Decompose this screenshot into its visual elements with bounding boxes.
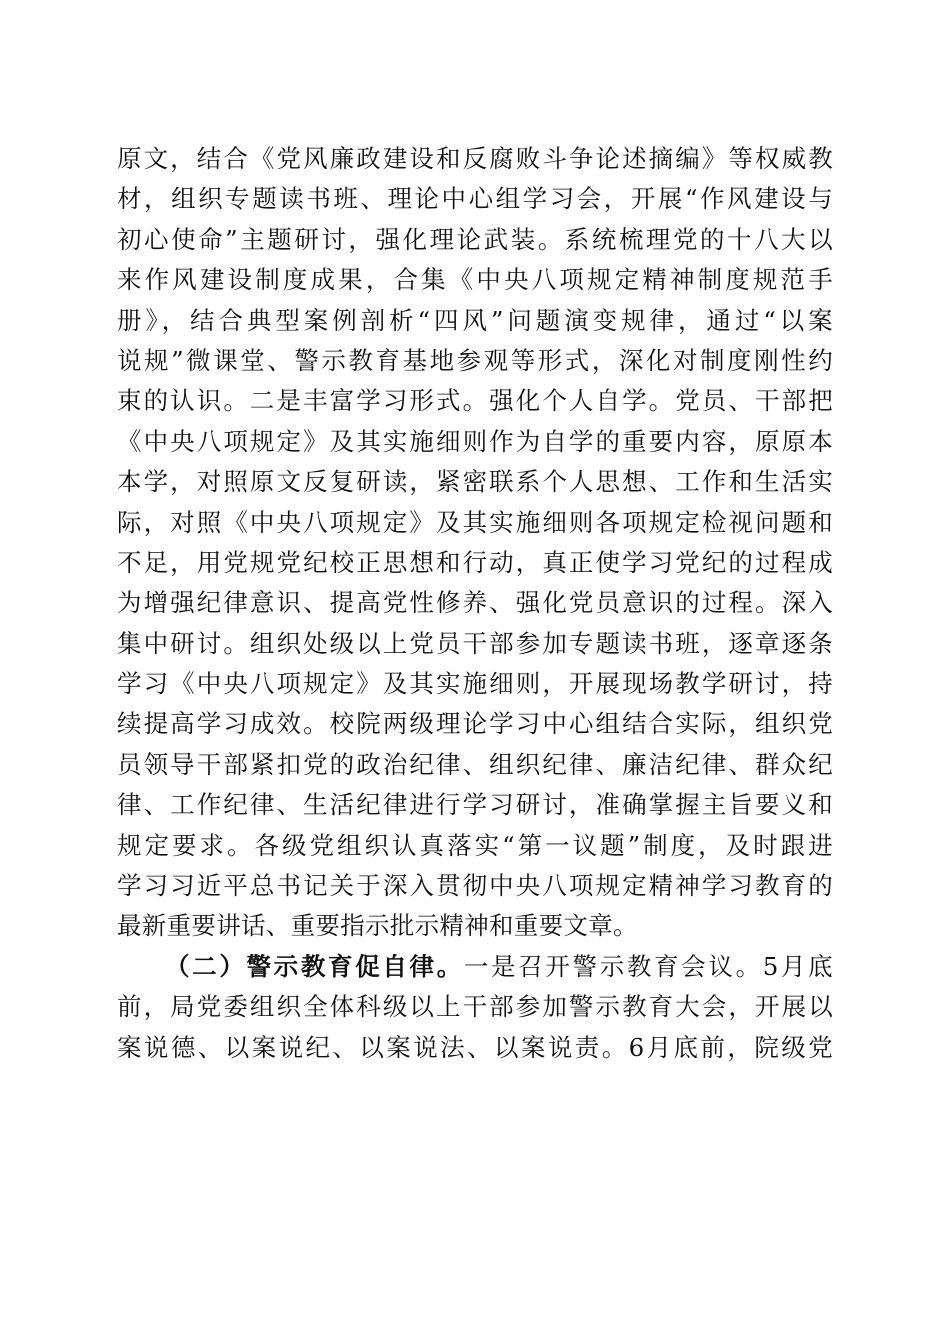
text-line: 册》，结合典型案例剖析“四风”问题演变规律，通过“以案: [117, 305, 833, 335]
paragraph-warning-education: [117, 947, 833, 1068]
text-line: 集中研讨。组织处级以上党员干部参加专题读书班，逐章逐条: [117, 628, 833, 658]
text-line: 来作风建设制度成果，合集《中央八项规定精神制度规范手: [117, 265, 833, 295]
text-line: 本学，对照原文反复研读，紧密联系个人思想、工作和生活实: [117, 467, 833, 497]
text-line: 员领导干部紧扣党的政治纪律、组织纪律、廉洁纪律、群众纪: [117, 749, 833, 779]
section-first-line: [117, 947, 833, 987]
text-line: 案说德、以案说纪、以案说法、以案说责。6月底前，院级党: [117, 1032, 833, 1062]
text-line: 束的认识。二是丰富学习形式。强化个人自学。党员、干部把: [117, 386, 833, 416]
text-line: 说规”微课堂、警示教育基地参观等形式，深化对制度刚性约: [117, 345, 833, 375]
section-heading: （二）警示教育促自律。: [165, 951, 464, 981]
document-body: [117, 139, 833, 1068]
text-line: 律、工作纪律、生活纪律进行学习研讨，准确掌握主旨要义和: [117, 790, 833, 820]
paragraph-study-measures: [117, 139, 833, 947]
text-line: 不足，用党规党纪校正思想和行动，真正使学习党纪的过程成: [117, 547, 833, 577]
text-line: 原文，结合《党风廉政建设和反腐败斗争论述摘编》等权威教: [117, 144, 833, 173]
text-line: 初心使命”主题研讨，强化理论武装。系统梳理党的十八大以: [117, 224, 833, 254]
text-line: 学习《中央八项规定》及其实施细则，开展现场教学研讨，持: [117, 669, 833, 699]
text-line: 为增强纪律意识、提高党性修养、强化党员意识的过程。深入: [117, 588, 833, 618]
text-line: 《中央八项规定》及其实施细则作为自学的重要内容，原原本: [117, 426, 833, 456]
text-line: 学习习近平总书记关于深入贯彻中央八项规定精神学习教育的: [117, 871, 833, 901]
text-line: 续提高学习成效。校院两级理论学习中心组结合实际，组织党: [117, 709, 833, 739]
text-line: 材，组织专题读书班、理论中心组学习会，开展“作风建设与: [117, 184, 833, 214]
text-line: 际，对照《中央八项规定》及其实施细则各项规定检视问题和: [117, 507, 833, 537]
text-line: 规定要求。各级党组织认真落实“第一议题”制度，及时跟进: [117, 830, 833, 860]
text-line: 前，局党委组织全体科级以上干部参加警示教育大会，开展以: [117, 992, 833, 1022]
text-run: 一是召开警示教育会议。5月底: [463, 951, 833, 981]
text-line: 最新重要讲话、重要指示批示精神和重要文章。: [117, 911, 638, 941]
